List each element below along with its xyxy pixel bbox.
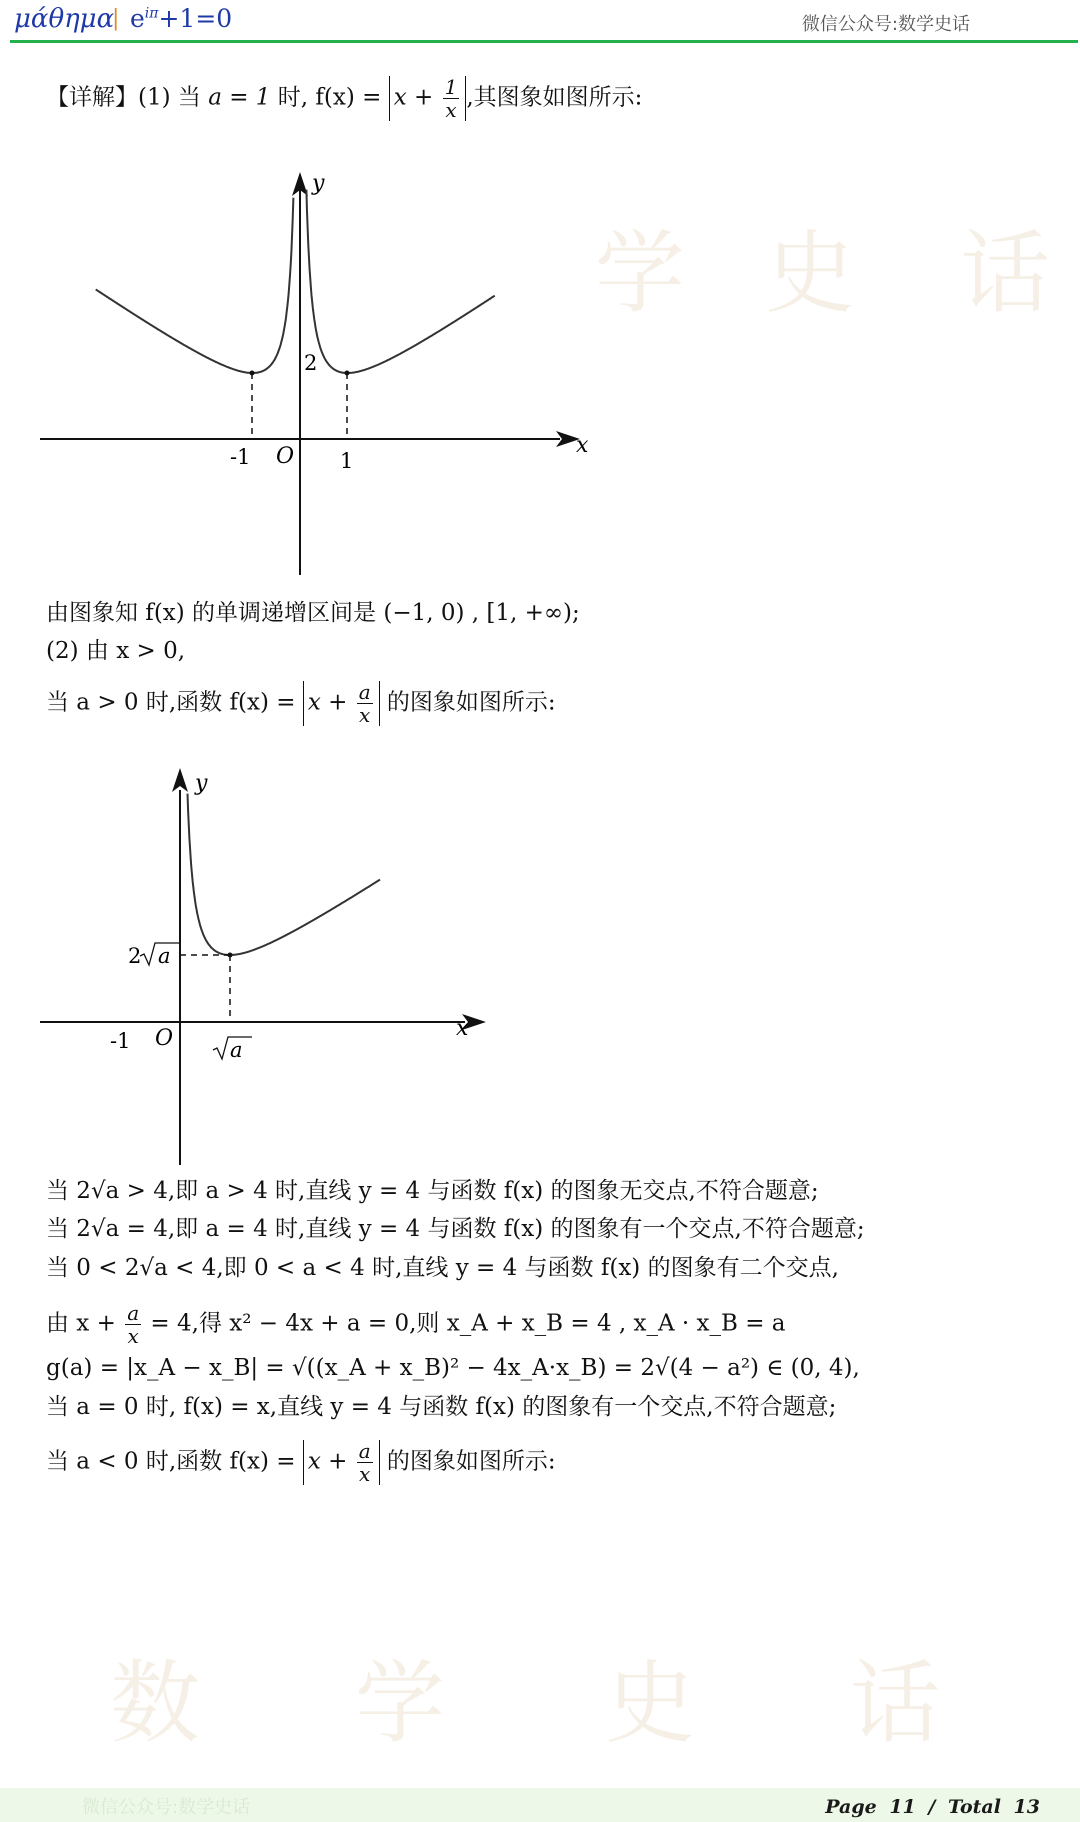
denominator: x bbox=[127, 1324, 139, 1348]
tick-label-1: 1 bbox=[340, 449, 354, 473]
x-tick-sqrt-a: a bbox=[230, 1038, 243, 1062]
origin-label: O bbox=[276, 444, 295, 469]
y-axis-arrow bbox=[172, 768, 188, 792]
graph-a-equals-1 bbox=[40, 170, 600, 580]
text-run: ,其图象如图所示: bbox=[466, 84, 643, 111]
numerator: a bbox=[358, 1439, 371, 1463]
fraction bbox=[357, 1440, 373, 1485]
denominator: x bbox=[445, 98, 457, 122]
x-axis-label: x bbox=[456, 1016, 469, 1041]
solution-line-6: 当 2√a = 4,即 a = 4 时,直线 y = 4 与函数 f(x) 的图象有一个交点,不符合题意; bbox=[46, 1216, 865, 1242]
solution-line-8 bbox=[46, 1302, 786, 1347]
fraction bbox=[125, 1302, 141, 1347]
text-run: 当 a > 0 时,函数 f(x) = bbox=[46, 689, 303, 716]
brand-separator: | bbox=[112, 6, 120, 31]
denominator: x bbox=[359, 1462, 371, 1486]
math-run: x + bbox=[393, 84, 441, 111]
total-number: 13 bbox=[1013, 1796, 1040, 1818]
solution-line-4 bbox=[46, 681, 556, 726]
euler-formula: $e^{i\pi}+1=0$ bbox=[130, 4, 233, 33]
total-label: Total bbox=[947, 1796, 1001, 1818]
math-run: x + bbox=[307, 1448, 355, 1475]
math-run: x + bbox=[307, 689, 355, 716]
min-value-var: a bbox=[158, 944, 171, 968]
watermark-char: 数 bbox=[110, 1651, 200, 1756]
page-slash: / bbox=[928, 1796, 936, 1818]
solution-line-10: 当 a = 0 时, f(x) = x,直线 y = 4 与函数 f(x) 的图象有一个交点,不符合题意; bbox=[46, 1394, 837, 1420]
text-run: 的图象如图所示: bbox=[379, 1448, 556, 1475]
min-point-left bbox=[250, 371, 255, 376]
watermark-char: 史 bbox=[605, 1651, 695, 1756]
footer-wechat-label: 微信公众号:数学史话 bbox=[82, 1797, 251, 1818]
numerator: a bbox=[127, 1301, 140, 1325]
function-curve bbox=[96, 190, 495, 373]
abs-expression bbox=[303, 1440, 380, 1485]
numerator: 1 bbox=[444, 75, 458, 99]
watermark-char: 话 bbox=[960, 221, 1050, 326]
y-axis-label: y bbox=[312, 171, 325, 196]
function-curve bbox=[188, 794, 381, 955]
header-wechat-label: 微信公众号:数学史话 bbox=[801, 14, 970, 35]
text-run: 【详解】(1) 当 bbox=[46, 84, 209, 111]
origin-label: O bbox=[155, 1026, 174, 1051]
page-indicator bbox=[825, 1796, 1040, 1818]
page-header bbox=[0, 0, 1080, 44]
tick-label-neg1: -1 bbox=[230, 445, 251, 469]
min-point bbox=[228, 953, 233, 958]
min-point-right bbox=[345, 371, 350, 376]
page-number: 11 bbox=[889, 1796, 916, 1818]
y-axis-label: y bbox=[195, 771, 208, 796]
text-run: 的图象如图所示: bbox=[379, 689, 556, 716]
tick-label-neg1: -1 bbox=[110, 1029, 131, 1053]
abs-expression bbox=[389, 76, 467, 121]
numerator: a bbox=[358, 680, 371, 704]
brand-logo: μάθημα bbox=[14, 4, 115, 34]
text-run: 由 x + bbox=[46, 1310, 124, 1337]
watermark-char: 话 bbox=[850, 1651, 940, 1756]
solution-line-1 bbox=[46, 76, 642, 121]
text-run: 当 a < 0 时,函数 f(x) = bbox=[46, 1448, 303, 1475]
min-value-coef: 2 bbox=[128, 944, 142, 968]
solution-line-9: g(a) = |x_A − x_B| = √((x_A + x_B)² − 4x_A·x_B) = 2√(4 − a²) ∈ (0, 4), bbox=[46, 1355, 860, 1381]
math-run: a = 1 bbox=[208, 84, 271, 111]
fraction bbox=[357, 681, 373, 726]
solution-line-7: 当 0 < 2√a < 4,即 0 < a < 4 时,直线 y = 4 与函数 f(x) 的图象有二个交点, bbox=[46, 1255, 839, 1281]
denominator: x bbox=[359, 703, 371, 727]
solution-line-3: (2) 由 x > 0, bbox=[46, 638, 186, 664]
watermark-char: 学 bbox=[595, 221, 685, 326]
text-run: 时, f(x) = bbox=[270, 84, 389, 111]
graph-a-positive bbox=[40, 760, 500, 1170]
page-label: Page bbox=[825, 1796, 877, 1818]
solution-line-5: 当 2√a > 4,即 a > 4 时,直线 y = 4 与函数 f(x) 的图象无交点,不符合题意; bbox=[46, 1178, 819, 1204]
x-axis-label: x bbox=[576, 433, 589, 458]
min-value-label: 2 bbox=[304, 351, 318, 375]
solution-line-2: 由图象知 f(x) 的单调递增区间是 (−1, 0) , [1, +∞); bbox=[46, 600, 580, 626]
solution-line-11 bbox=[46, 1440, 556, 1485]
fraction bbox=[443, 76, 460, 121]
text-run: = 4,得 x² − 4x + a = 0,则 x_A + x_B = 4 , x_A · x_B = a bbox=[143, 1310, 786, 1337]
header-divider bbox=[10, 40, 1078, 43]
watermark-char: 史 bbox=[765, 221, 855, 326]
abs-expression bbox=[303, 681, 380, 726]
watermark-char: 学 bbox=[355, 1651, 445, 1756]
